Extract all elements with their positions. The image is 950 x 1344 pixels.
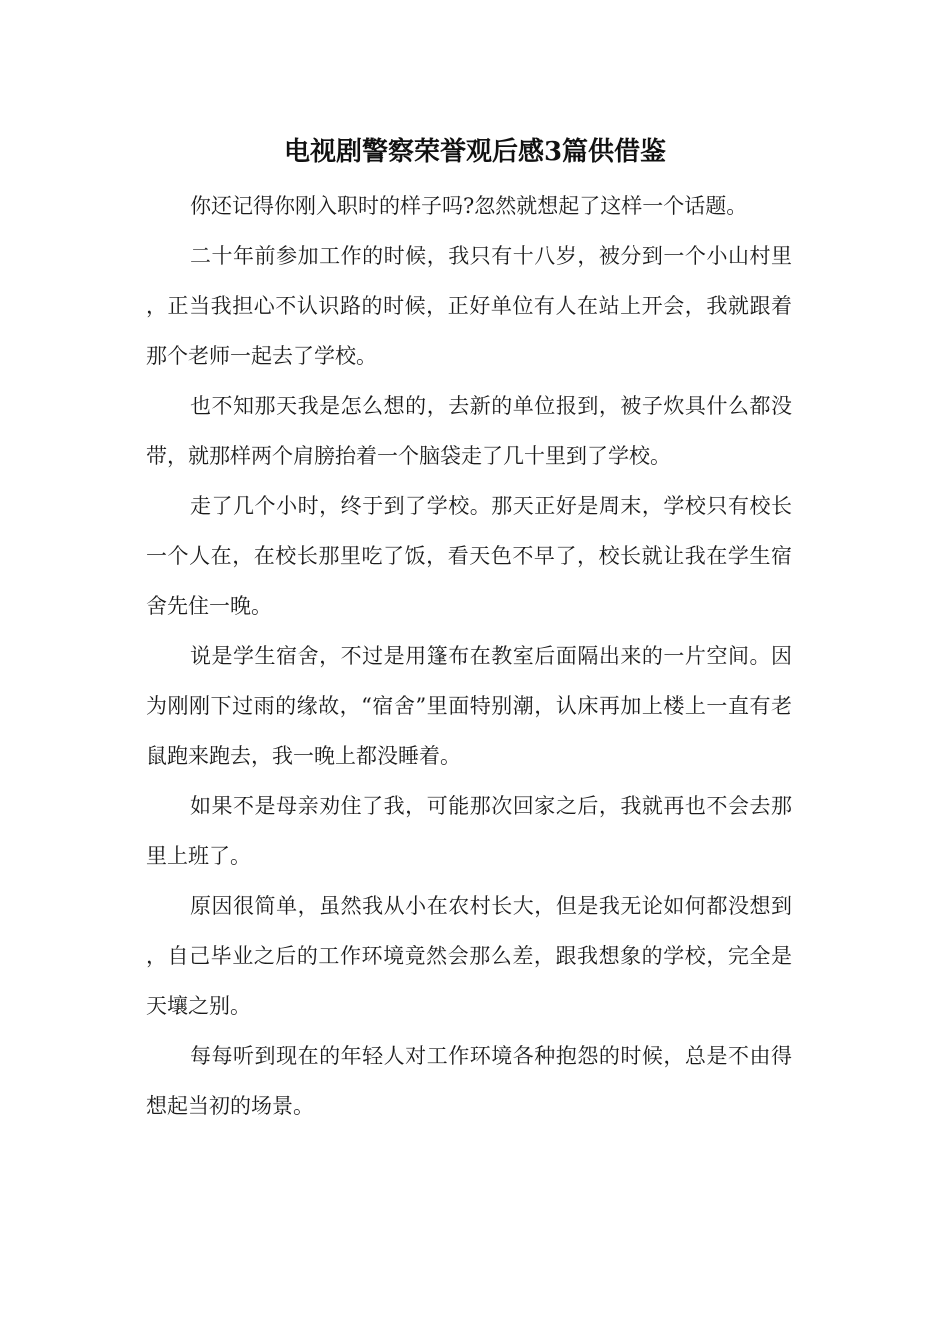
paragraph: 每每听到现在的年轻人对工作环境各种抱怨的时候，总是不由得想起当初的场景。 [146, 1044, 792, 1118]
paragraph: 走了几个小时，终于到了学校。那天正好是周末，学校只有校长一个人在，在校长那里吃了饭，看天色不早了，校长就让我在学生宿舍先住一晚。 [146, 494, 792, 618]
document-body [146, 181, 792, 1131]
paragraph: 如果不是母亲劝住了我，可能那次回家之后，我就再也不会去那里上班了。 [146, 794, 792, 868]
document-title: 电视剧警察荣誉观后感3篇供借鉴 [283, 137, 667, 167]
paragraph: 你还记得你刚入职时的样子吗?忽然就想起了这样一个话题。 [190, 194, 748, 218]
paragraph: 也不知那天我是怎么想的，去新的单位报到，被子炊具什么都没带，就那样两个肩膀抬着一个脑袋走了几十里到了学校。 [146, 394, 792, 468]
paragraph: 原因很简单，虽然我从小在农村长大，但是我无论如何都没想到，自己毕业之后的工作环境竟然会那么差，跟我想象的学校，完全是天壤之别。 [146, 894, 792, 1018]
paragraph: 二十年前参加工作的时候，我只有十八岁，被分到一个小山村里，正当我担心不认识路的时候，正好单位有人在站上开会，我就跟着那个老师一起去了学校。 [146, 244, 792, 368]
paragraph: 说是学生宿舍，不过是用篷布在教室后面隔出来的一片空间。因为刚刚下过雨的缘故，“宿舍”里面特别潮，认床再加上楼上一直有老鼠跑来跑去，我一晚上都没睡着。 [146, 644, 792, 768]
